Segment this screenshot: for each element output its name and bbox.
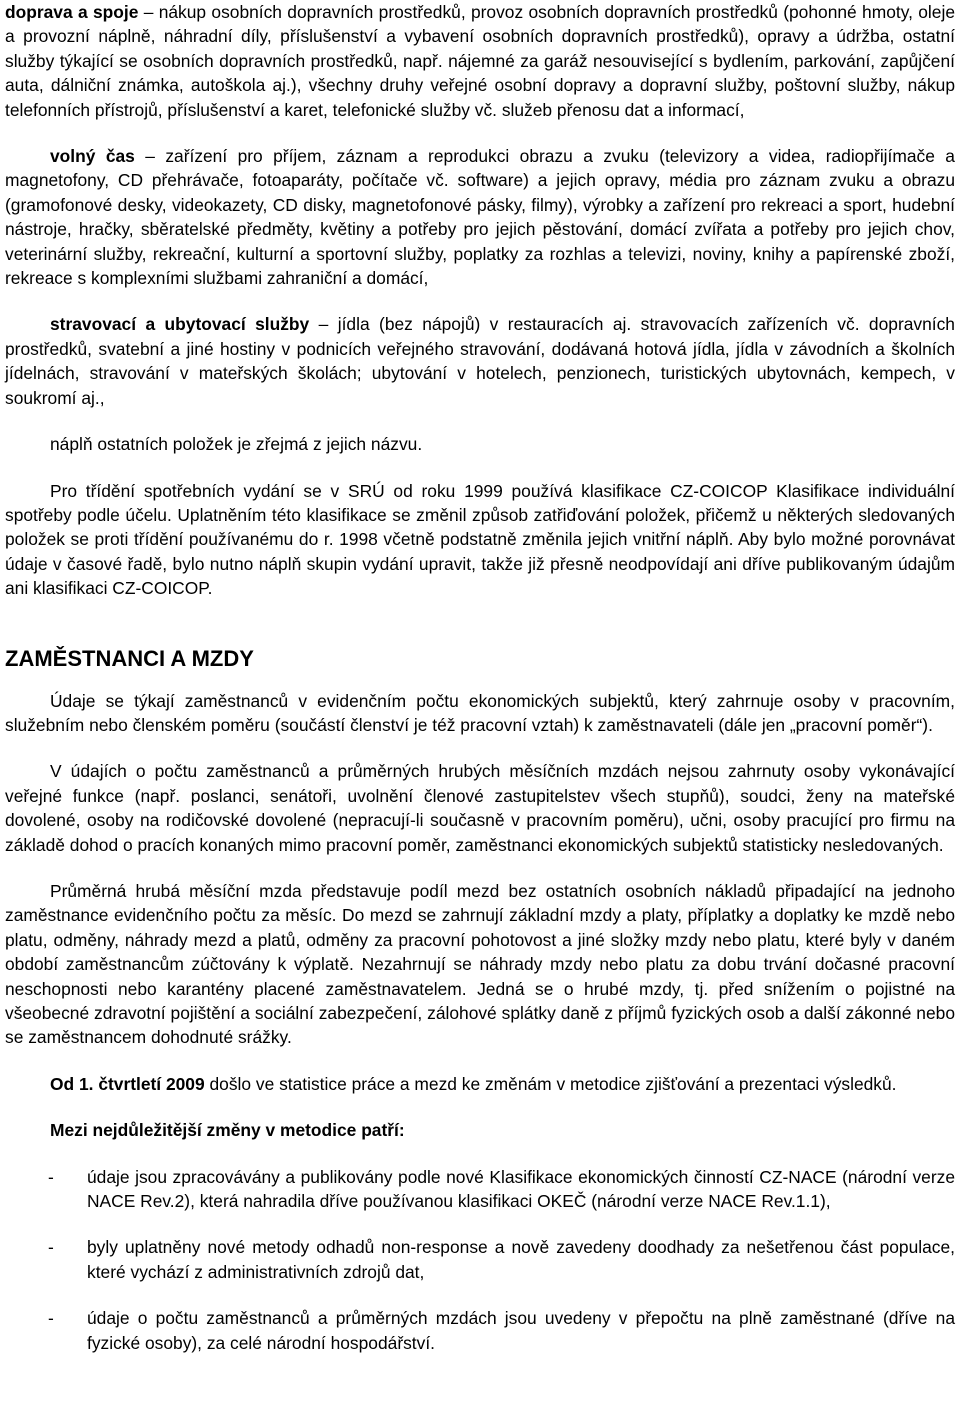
category-text: zařízení pro příjem, záznam a reprodukci obrazu a zvuku (televizory a videa, radiopřijímače a magnetofony, CD přehrávače, fotoaparáty, počítače vč. software) a jejich opravy, média pro záznam zvuku a obrazu (gramofonové desky, videokazety, CD disky, magnetofonové pásky, filmy), výrobky a zařízení pro rekreaci a sport, hudební nástroje, hračky, sběratelské předměty, květiny a potřeby pro jejich pěstování, domácí zvířata a potřeby pro jejich chov, veterinární služby, rekreační, kulturní a sportovní služby, poplatky za rozhlas a televizi, noviny, knihy a papírenské zboží, rekreace s komplexními službami zahraniční a domácí, — [5, 146, 955, 289]
list-item-text: údaje jsou zpracovávány a publikovány podle nové Klasifikace ekonomických činností CZ-NACE (národní verze NACE Rev.2), která nahradila dříve používanou klasifikaci OKEČ (národní verze NACE Rev.1.1), — [87, 1166, 955, 1212]
list-item — [5, 1235, 955, 1284]
list-item-text: byly uplatněny nové metody odhadů non-response a nově zavedeny doodhady za nešetřenou část populace, které vychází z administrativních zdrojů dat, — [87, 1237, 955, 1282]
section-title: ZAMĚSTNANCI A MZDY — [5, 645, 254, 671]
category-catering — [5, 312, 955, 410]
category-leisure — [5, 144, 955, 290]
category-transport — [5, 0, 955, 122]
list-item — [5, 1306, 955, 1355]
list-marker: - — [48, 1237, 54, 1258]
category-term: volný čas — [50, 146, 135, 167]
changes-heading: Mezi nejdůležitější změny v metodice patří: — [50, 1120, 405, 1141]
list-item — [5, 1165, 955, 1214]
excluded-persons: V údajích o počtu zaměstnanců a průměrných hrubých měsíčních mzdách nejsou zahrnuty osoby vykonávající veřejné funkce (např. poslanci, senátoři, uvolnění členové zastupitelstev všech stupňů), soudci, ženy na mateřské dovolené, osoby na rodičovské dovolené (nepracují-li současně v pracovním poměru), učni, osoby pracující pro firmu na základě dohod o pracích konaných mimo pracovní poměr, zaměstnanci ekonomických subjektů statisticky nesledovaných. — [5, 761, 955, 855]
category-text: jídla (bez nápojů) v restauracích aj. stravovacích zařízeních vč. dopravních prostředků, svatební a jiné hostiny v podnicích veřejného stravování, dodávaná hotová jídla, jídla v závodních a školních jídelnách, stravování v mateřských školách; ubytování v hotelech, penzionech, turistických ubytovnách, kempech, v soukromí aj., — [5, 314, 955, 408]
change-date: Od 1. čtvrtletí 2009 — [50, 1073, 205, 1094]
category-term: stravovací a ubytovací služby — [50, 314, 310, 335]
other-items-note: náplň ostatních položek je zřejmá z jejich názvu. — [50, 434, 423, 455]
list-item-text: údaje o počtu zaměstnanců a průměrných mzdách jsou uvedeny v přepočtu na plně zaměstnané (dříve na fyzické osoby), za celé národní hospodářství. — [87, 1308, 955, 1353]
methodology-change-note — [5, 1072, 955, 1096]
employees-definition: Údaje se týkají zaměstnanců v evidenčním počtu ekonomických subjektů, který zahrnuje osoby v pracovním, služebním nebo členském poměru (součástí členství je též pracovní vztah) k zaměstnavateli (dále jen „pracovní poměr“). — [5, 690, 955, 735]
category-separator: – — [134, 146, 166, 167]
change-text: došlo ve statistice práce a mezd ke změnám v metodice zjišťování a prezentaci výsledků. — [204, 1073, 897, 1094]
category-text: nákup osobních dopravních prostředků, provoz osobních dopravních prostředků (pohonné hmoty, oleje a provozní náplně, náhradní díly, příslušenství a vybavení osobních dopravních prostředků), opravy a údržba, ostatní služby týkající se osobních dopravních prostředků, např. nájemné za garáž nesouvisející s bydlením, parkování, zapůjčení auta, dálniční známka, autoškola aj.), všechny druhy veřejné osobní dopravy a dopravní služby, poštovní služby, nákup telefonních přístrojů, příslušenství a karet, telefonické služby vč. služeb přenosu dat a informací, — [5, 2, 955, 120]
list-marker: - — [48, 1308, 54, 1329]
category-term: doprava a spoje — [5, 2, 139, 22]
category-separator: – — [138, 2, 159, 22]
average-wage-definition: Průměrná hrubá měsíční mzda představuje podíl mezd bez ostatních osobních nákladů připadající na jednoho zaměstnance evidenčního počtu za měsíc. Do mezd se zahrnují základní mzdy a platy, příplatky a doplatky ke mzdě nebo platu, odměny, náhrady mezd a platů, odměny za pracovní pohotovost a jiné složky mzdy nebo platu, které byly v daném období zaměstnancům zúčtovány k výplatě. Nezahrnují se náhrady mzdy nebo platu za dobu trvání dočasné pracovní neschopnosti nebo karantény placené zaměstnavatelem. Jedná se o hrubé mzdy, tj. před snížením o pojistné na všeobecné zdravotní pojištění a sociální zabezpečení, zálohové splátky daně z příjmů fyzických osob a další zákonné nebo se zaměstnancem dohodnuté srážky. — [5, 880, 955, 1048]
category-separator: – — [309, 314, 338, 335]
list-marker: - — [48, 1166, 54, 1187]
coicop-paragraph: Pro třídění spotřebních vydání se v SRÚ od roku 1999 používá klasifikace CZ-COICOP Klasifikace individuální spotřeby podle účelu. Uplatněním této klasifikace se změnil způsob zatřiďování položek, přičemž u některých sledovaných položek se proti třídění používanému do r. 1998 včetně podstatně změnila jejich vnitřní náplň. Aby bylo možné porovnávat údaje v časové řadě, bylo nutno náplň skupin vydání upravit, takže již přesně neodpovídají ani dříve publikovaným údajům ani klasifikaci CZ-COICOP. — [5, 480, 955, 599]
changes-list — [5, 1165, 955, 1355]
